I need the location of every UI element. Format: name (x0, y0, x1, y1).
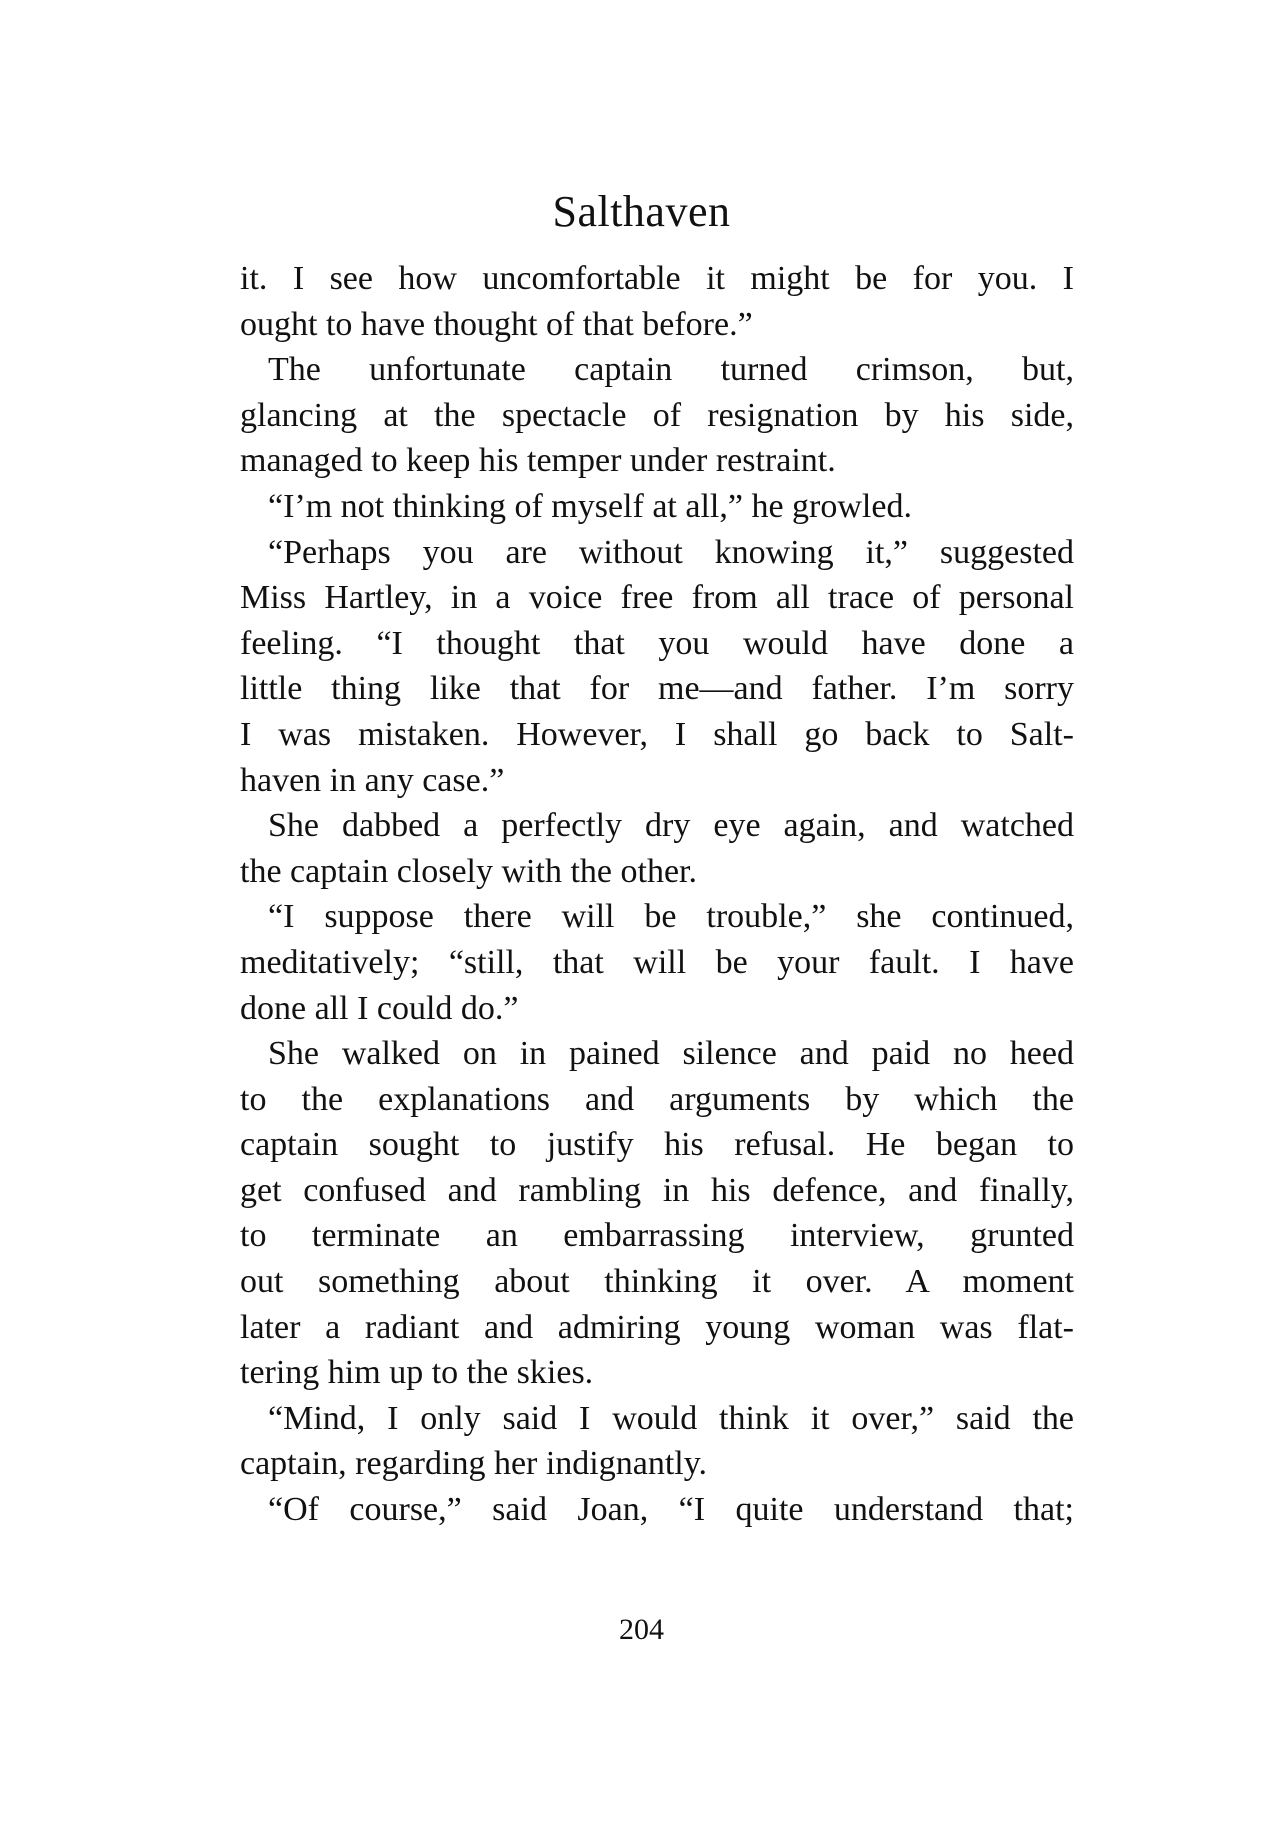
text-line: haven in any case.” (240, 761, 505, 799)
text-line: get confused and rambling in his defence, and finally, (240, 1171, 1074, 1209)
text-line: She dabbed a perfectly dry eye again, and watched (268, 807, 1074, 845)
text-line: to the explanations and arguments by which the (240, 1080, 1074, 1118)
text-line: done all I could do.” (240, 989, 519, 1027)
text-line: captain, regarding her indignantly. (240, 1445, 708, 1483)
text-line: She walked on in pained silence and paid no heed (268, 1035, 1074, 1073)
text-line: “Of course,” said Joan, “I quite understand that; (268, 1491, 1074, 1529)
text-line: The unfortunate captain turned crimson, but, (268, 351, 1074, 389)
page-number: 204 (619, 1613, 664, 1646)
text-line: little thing like that for me—and father. I’m sorry (240, 670, 1074, 708)
text-line: “I suppose there will be trouble,” she continued, (268, 898, 1074, 936)
text-line: managed to keep his temper under restraint. (240, 442, 836, 480)
body-text (240, 256, 1074, 1533)
text-line: ought to have thought of that before.” (240, 305, 753, 343)
text-line: meditatively; “still, that will be your fault. I have (240, 943, 1074, 981)
text-line: to terminate an embarrassing interview, grunted (240, 1217, 1074, 1255)
text-line: later a radiant and admiring young woman was flat- (240, 1308, 1074, 1346)
text-line: glancing at the spectacle of resignation by his side, (240, 396, 1074, 434)
text-line: out something about thinking it over. A moment (240, 1263, 1074, 1301)
running-head: Salthaven (552, 187, 731, 236)
text-line: it. I see how uncomfortable it might be for you. I (240, 260, 1074, 297)
text-line: “Mind, I only said I would think it over,” said the (268, 1399, 1074, 1437)
text-line: “Perhaps you are without knowing it,” suggested (268, 533, 1074, 571)
text-line: tering him up to the skies. (240, 1354, 594, 1392)
text-line: “I’m not thinking of myself at all,” he growled. (268, 487, 912, 525)
text-line: captain sought to justify his refusal. He began to (240, 1126, 1074, 1164)
text-line: Miss Hartley, in a voice free from all trace of personal (240, 579, 1074, 617)
text-line: the captain closely with the other. (240, 852, 697, 890)
text-line: I was mistaken. However, I shall go back to Salt- (240, 715, 1074, 753)
text-line: feeling. “I thought that you would have done a (240, 624, 1074, 662)
